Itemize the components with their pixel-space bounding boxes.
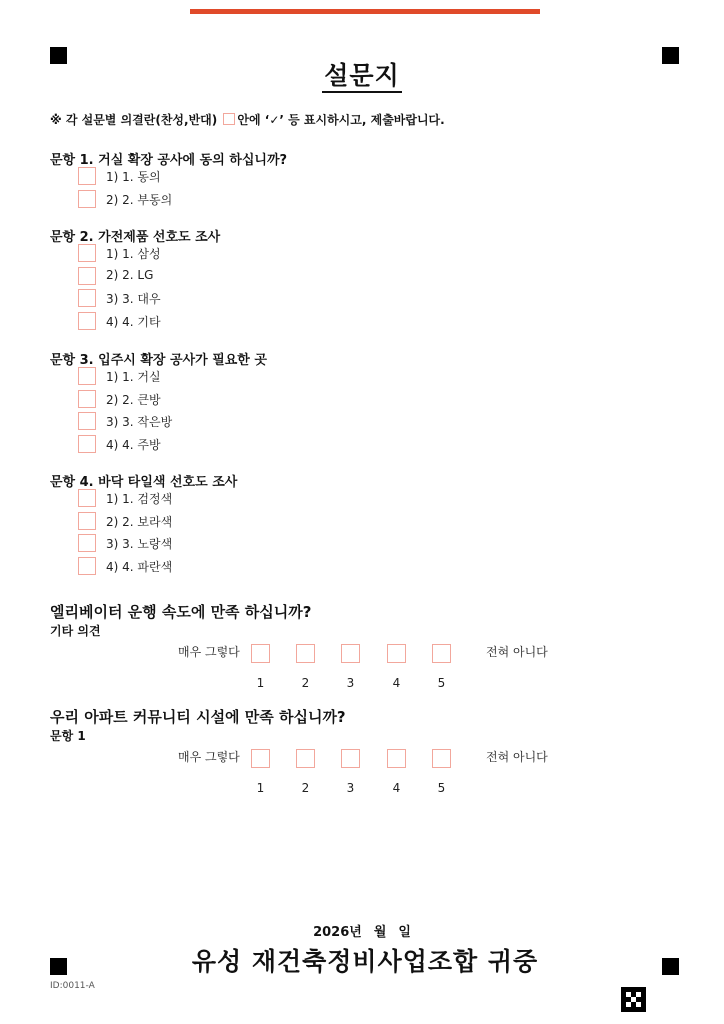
option-label: 1) 1. 검정색 xyxy=(106,492,173,506)
option-label: 2) 2. 부동의 xyxy=(106,192,173,207)
question-title: 문항 2. 가전제품 선호도 조사 xyxy=(50,230,221,245)
question-title: 문항 4. 바닥 타일색 선호도 조사 xyxy=(50,475,238,490)
scale-left-label: 매우 그렇다 xyxy=(178,645,240,659)
option-checkbox[interactable] xyxy=(78,289,96,307)
rating-question-subtitle: 기타 의견 xyxy=(50,624,101,638)
scale-number: 2 xyxy=(301,781,310,795)
option-label: 4) 4. 기타 xyxy=(106,314,161,329)
rating-checkbox[interactable] xyxy=(387,644,406,663)
scale-number: 4 xyxy=(392,781,401,795)
rating-checkbox[interactable] xyxy=(387,749,406,768)
instruction-text xyxy=(50,111,445,128)
rating-checkbox[interactable] xyxy=(432,749,451,768)
option-checkbox[interactable] xyxy=(78,312,96,330)
option-checkbox[interactable] xyxy=(78,390,96,408)
scale-left-label: 매우 그렇다 xyxy=(178,750,240,764)
option-checkbox[interactable] xyxy=(78,412,96,430)
option-checkbox[interactable] xyxy=(78,244,96,262)
scale-right-label: 전혀 아니다 xyxy=(486,750,548,764)
rating-checkbox[interactable] xyxy=(251,644,270,663)
addressee: 유성 재건축정비사업조합 귀중 xyxy=(191,947,539,976)
rating-checkbox[interactable] xyxy=(251,749,270,768)
rating-checkbox[interactable] xyxy=(341,644,360,663)
date-line xyxy=(0,921,724,940)
scale-number: 1 xyxy=(256,781,265,795)
option-label: 2) 2. 큰방 xyxy=(106,392,161,407)
date-month: 월 xyxy=(373,925,387,940)
scale-number: 4 xyxy=(392,676,401,690)
option-checkbox[interactable] xyxy=(78,267,96,285)
option-checkbox[interactable] xyxy=(78,557,96,575)
scale-number: 2 xyxy=(301,676,310,690)
date-day: 일 xyxy=(398,925,411,940)
page-title: 설문지 xyxy=(0,56,724,92)
document-id: ID:0011-A xyxy=(50,981,95,991)
rating-checkbox[interactable] xyxy=(296,644,315,663)
scale-number: 1 xyxy=(256,676,265,690)
rating-checkbox[interactable] xyxy=(341,749,360,768)
instruction-part-1: ※ 각 설문별 의결란(찬성,반대) xyxy=(50,113,222,127)
option-checkbox[interactable] xyxy=(78,435,96,453)
option-checkbox[interactable] xyxy=(78,489,96,507)
question-title: 문항 3. 입주시 확장 공사가 필요한 곳 xyxy=(50,353,267,368)
scale-right-label: 전혀 아니다 xyxy=(486,645,548,659)
option-label: 3) 3. 작은방 xyxy=(106,415,173,429)
option-checkbox[interactable] xyxy=(78,534,96,552)
rating-question-title: 엘리베이터 운행 속도에 만족 하십니까? xyxy=(50,603,312,621)
option-label: 2) 2. 보라색 xyxy=(106,514,173,529)
option-label: 4) 4. 파란색 xyxy=(106,559,173,574)
scale-number: 3 xyxy=(346,781,355,795)
rating-checkbox[interactable] xyxy=(432,644,451,663)
date-year: 2026년 xyxy=(313,925,362,940)
option-label: 1) 1. 동의 xyxy=(106,170,161,184)
option-label: 4) 4. 주방 xyxy=(106,437,161,452)
option-label: 1) 1. 삼성 xyxy=(106,247,161,261)
option-checkbox[interactable] xyxy=(78,190,96,208)
scale-number: 5 xyxy=(437,676,446,690)
qr-code-icon xyxy=(621,987,646,1012)
option-label: 3) 3. 노랑색 xyxy=(106,537,173,551)
inline-checkbox-icon xyxy=(223,113,235,125)
question-title: 문항 1. 거실 확장 공사에 동의 하십니까? xyxy=(50,153,288,168)
option-checkbox[interactable] xyxy=(78,167,96,185)
rating-question-subtitle: 문항 1 xyxy=(50,729,86,743)
scale-number: 5 xyxy=(437,781,446,795)
option-checkbox[interactable] xyxy=(78,367,96,385)
rating-question-title: 우리 아파트 커뮤니티 시설에 만족 하십니까? xyxy=(50,708,346,726)
top-accent-bar xyxy=(190,9,540,14)
option-label: 2) 2. LG xyxy=(106,267,154,282)
option-checkbox[interactable] xyxy=(78,512,96,530)
rating-checkbox[interactable] xyxy=(296,749,315,768)
option-label: 1) 1. 거실 xyxy=(106,370,161,384)
scale-number: 3 xyxy=(346,676,355,690)
option-label: 3) 3. 대우 xyxy=(106,292,161,306)
instruction-part-2: 안에 ‘✓’ 등 표시하시고, 제출바랍니다. xyxy=(237,113,445,127)
